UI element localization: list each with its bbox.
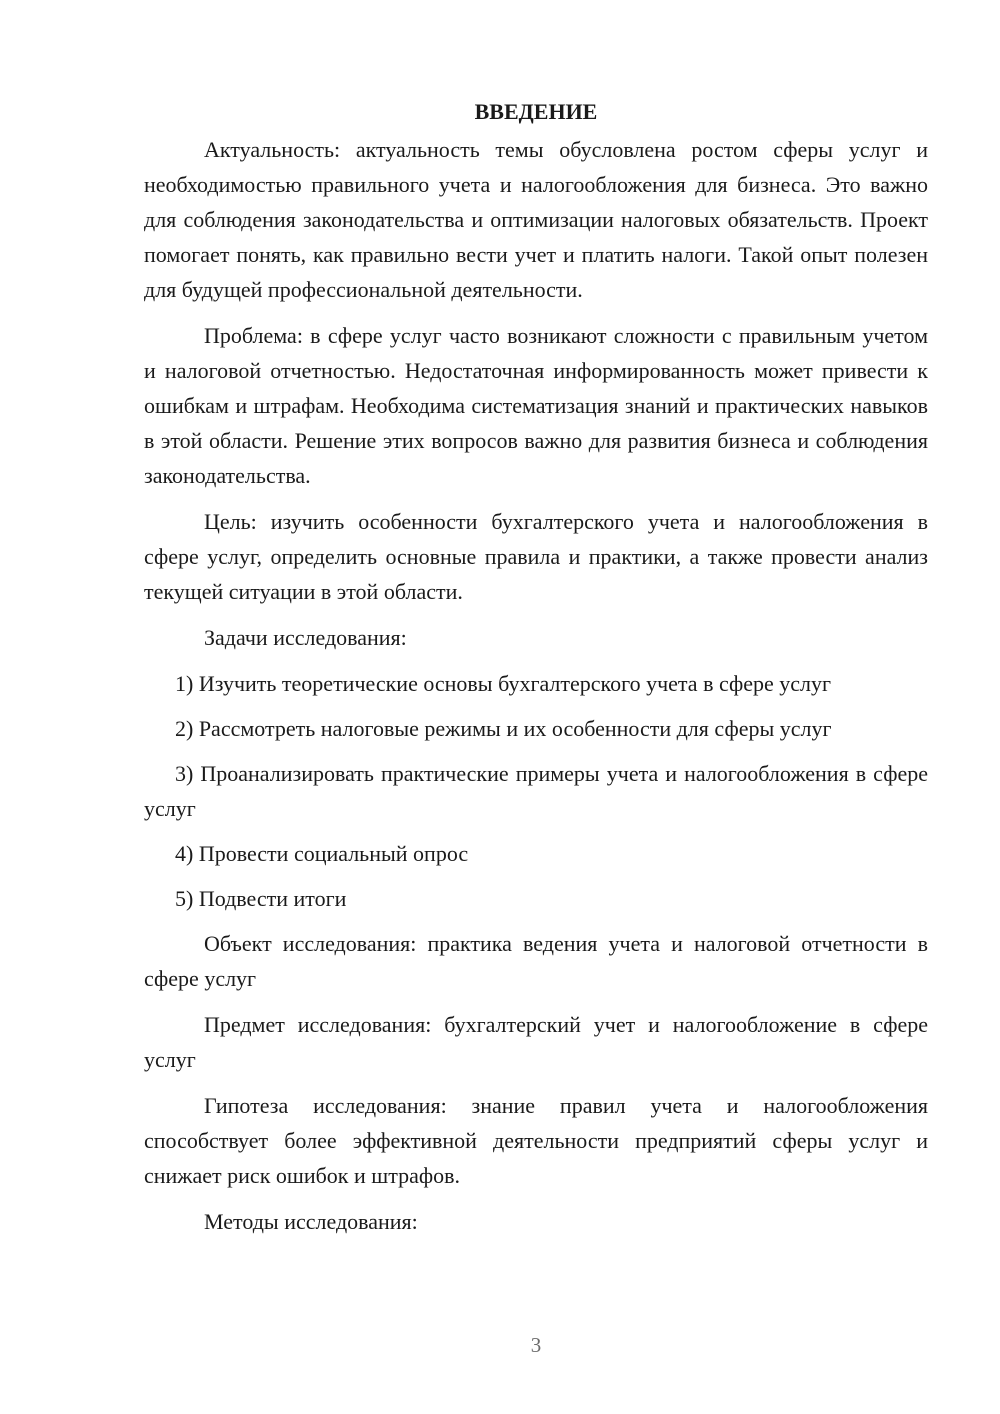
page-number: 3: [530, 1333, 542, 1357]
tasks-heading: Задачи исследования:: [204, 625, 407, 650]
methods-heading: Методы исследования:: [204, 1209, 418, 1234]
paragraph-relevance: Актуальность: актуальность темы обусловлена ростом сферы услуг и необходимостью правильного учета и налогообложения для бизнеса. Это важно для соблюдения законодательства и оптимизации налоговых обязательств. Проект помогает понять, как правильно вести учет и платить налоги. Такой опыт полезен для будущей профессиональной деятельности.: [144, 137, 928, 302]
paragraph-goal: Цель: изучить особенности бухгалтерского учета и налогообложения в сфере услуг, определить основные правила и практики, а также провести анализ текущей ситуации в этой области.: [144, 509, 928, 604]
task-item: 3) Проанализировать практические примеры учета и налогообложения в сфере услуг: [144, 761, 928, 821]
task-item: 1) Изучить теоретические основы бухгалтерского учета в сфере услуг: [175, 671, 832, 696]
section-title: ВВЕДЕНИЕ: [474, 99, 598, 124]
document-page: [144, 94, 928, 1250]
paragraph-hypothesis: Гипотеза исследования: знание правил учета и налогообложения способствует более эффективной деятельности предприятий сферы услуг и снижает риск ошибок и штрафов.: [144, 1093, 928, 1188]
task-item: 2) Рассмотреть налоговые режимы и их особенности для сферы услуг: [175, 716, 832, 741]
paragraph-subject: Предмет исследования: бухгалтерский учет и налогообложение в сфере услуг: [144, 1012, 928, 1072]
paragraph-problem: Проблема: в сфере услуг часто возникают сложности с правильным учетом и налоговой отчетностью. Недостаточная информированность может привести к ошибкам и штрафам. Необходима систематизация знаний и практических навыков в этой области. Решение этих вопросов важно для развития бизнеса и соблюдения законодательства.: [144, 323, 928, 488]
paragraph-object: Объект исследования: практика ведения учета и налоговой отчетности в сфере услуг: [144, 931, 928, 991]
task-item: 5) Подвести итоги: [175, 886, 347, 911]
task-item: 4) Провести социальный опрос: [175, 841, 469, 866]
